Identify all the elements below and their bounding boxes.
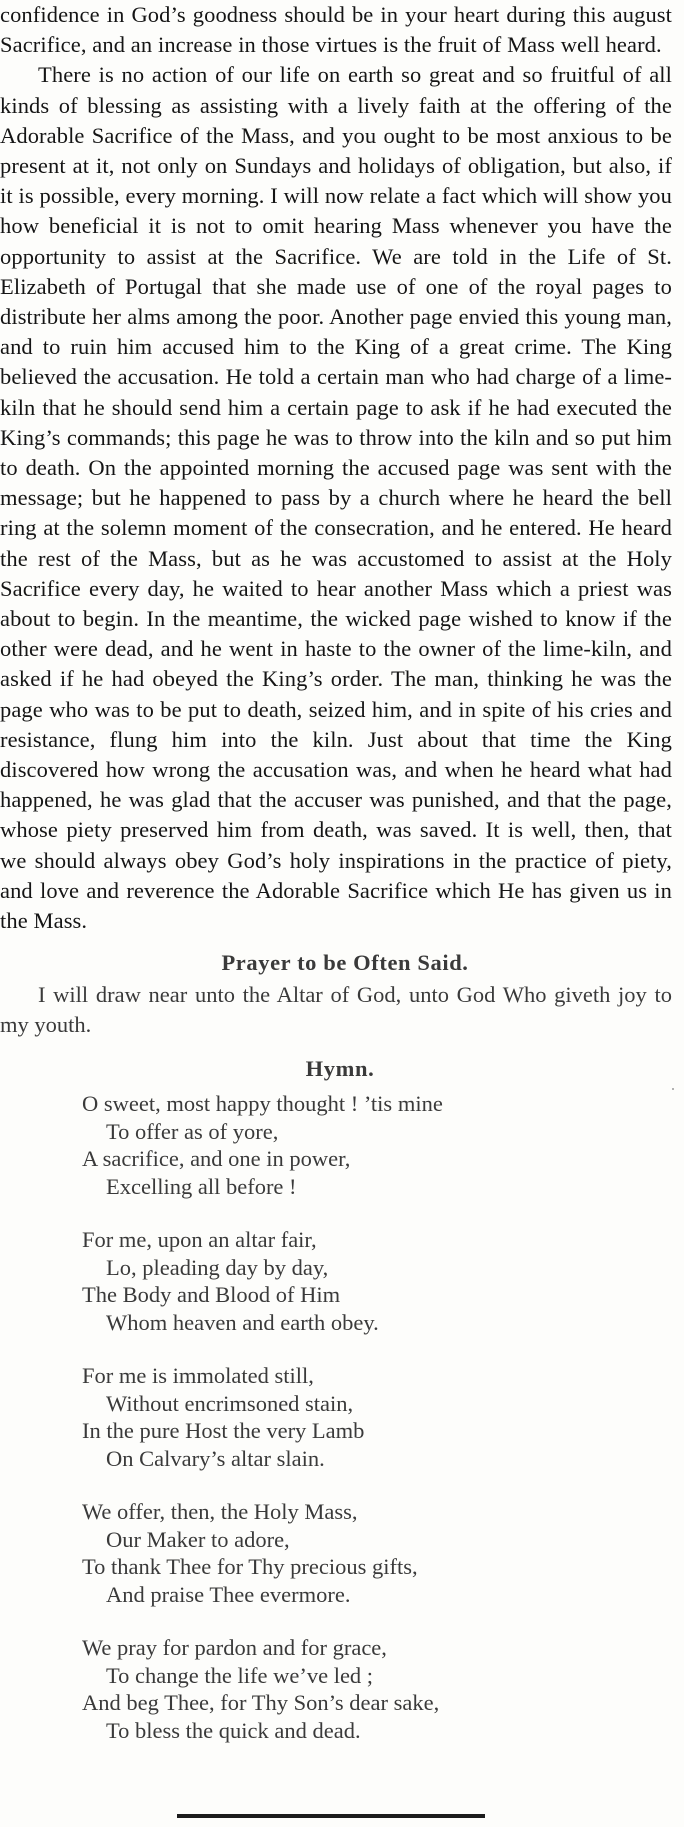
verse-line: Excelling all before ! xyxy=(106,1173,297,1199)
verse-line: To offer as of yore, xyxy=(106,1118,279,1144)
verse-line: Whom heaven and earth obey. xyxy=(106,1309,379,1335)
verse-line: And praise Thee evermore. xyxy=(106,1581,351,1607)
prayer-text: I will draw near unto the Altar of God, unto God Who giveth joy to my youth. xyxy=(0,982,672,1038)
prayer-heading: Prayer to be Often Said. xyxy=(221,950,469,976)
hymn-stanza-4 xyxy=(82,1498,672,1608)
verse-line: On Calvary’s altar slain. xyxy=(106,1445,325,1471)
hymn-heading: Hymn. xyxy=(305,1056,375,1082)
verse-line: We pray for pardon and for grace, xyxy=(82,1635,387,1661)
hymn-stanza-2 xyxy=(82,1226,672,1336)
verse-line: And beg Thee, for Thy Son’s dear sake, xyxy=(82,1690,440,1716)
verse-line: We offer, then, the Holy Mass, xyxy=(82,1499,358,1525)
verse-line: The Body and Blood of Him xyxy=(82,1282,341,1308)
verse-line: To change the life we’ve led ; xyxy=(106,1662,374,1688)
hymn-stanza-5 xyxy=(82,1634,672,1744)
verse-line: O sweet, most happy thought ! ’tis mine xyxy=(82,1091,443,1117)
section-end-rule xyxy=(177,1814,485,1818)
hymn-stanza-1 xyxy=(82,1090,672,1200)
article-paragraph-main: There is no action of our life on earth so great and so fruitful of all kinds of blessing as assisting with a lively faith at the offering of the Adorable Sacrifice of the Mass, and you ought to be most anxious to be present at it, not only on Sundays and holidays of obligation, but also, if it is possible, every morning. I will now relate a fact which will show you how beneficial it is not to omit hearing Mass whenever you have the opportunity to assist at the Sacrifice. We are told in the Life of St. Elizabeth of Portugal that she made use of one of the royal pages to distribute her alms among the poor. Another page envied this young man, and to ruin him accused him to the King of a great crime. The King believed the accusation. He told a certain man who had charge of a lime-kiln that he should send him a certain page to ask if he had executed the King’s commands; this page he was to throw into the kiln and so put him to death. On the appointed morning the accused page was sent with the message; but he happened to pass by a church where he heard the bell ring at the solemn moment of the consecration, and he entered. He heard the rest of the Mass, but as he was accustomed to assist at the Holy Sacrifice every day, he waited to hear another Mass which a priest was about to begin. In the meantime, the wicked page wished to know if the other were dead, and he went in haste to the owner of the lime-kiln, and asked if he had obeyed the King’s order. The man, thinking he was the page who was to be put to death, seized him, and in spite of his cries and resistance, flung him into the kiln. Just about that time the King discovered how wrong the accusation was, and when he heard what had happened, he was glad that the accuser was punished, and that the page, whose piety preserved him from death, was saved. It is well, then, that we should always obey God’s holy inspirations in the practice of piety, and love and reverence the Adorable Sacrifice which He has given us in the Mass. xyxy=(0,62,672,934)
verse-line: Our Maker to adore, xyxy=(106,1526,290,1552)
article-paragraph-continued: confidence in God’s goodness should be in your heart during this august Sacrifice, and an increase in those virtues is the fruit of Mass well heard. xyxy=(0,2,672,58)
verse-line: In the pure Host the very Lamb xyxy=(82,1418,365,1444)
verse-line: A sacrifice, and one in power, xyxy=(82,1146,351,1172)
print-speck xyxy=(672,1088,674,1090)
verse-line: To bless the quick and dead. xyxy=(106,1717,361,1743)
verse-line: Lo, pleading day by day, xyxy=(106,1254,329,1280)
hymn-stanza-3 xyxy=(82,1362,672,1472)
verse-line: For me, upon an altar fair, xyxy=(82,1227,317,1253)
hymn xyxy=(82,1090,672,1744)
verse-line: To thank Thee for Thy precious gifts, xyxy=(82,1554,418,1580)
verse-line: Without encrimsoned stain, xyxy=(106,1390,354,1416)
verse-line: For me is immolated still, xyxy=(82,1363,314,1389)
